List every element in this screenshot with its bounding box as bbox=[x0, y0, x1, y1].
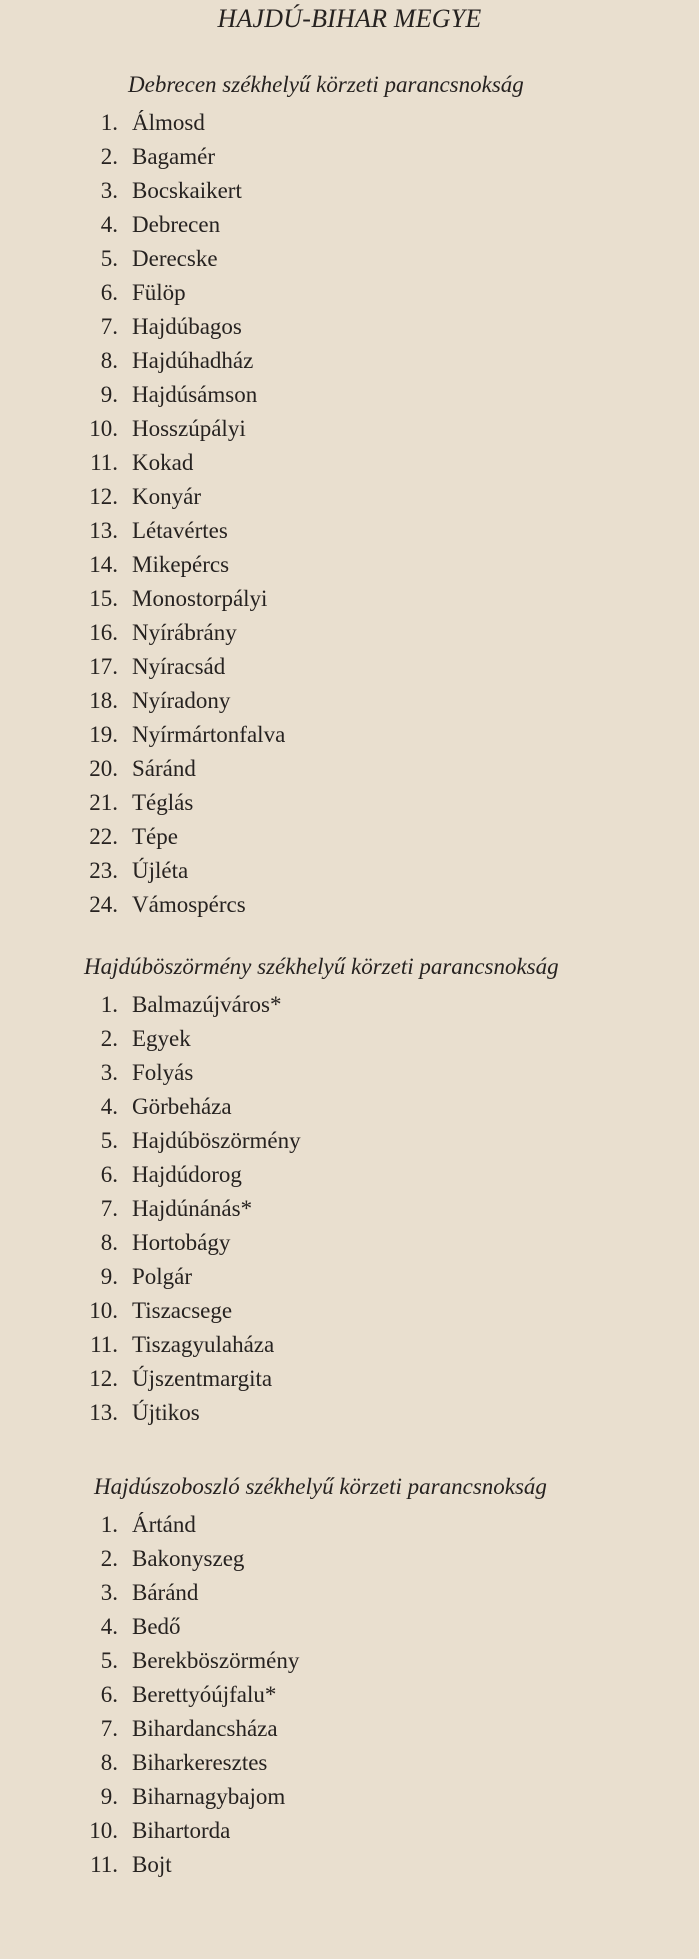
settlement-name: Hajdúdorog bbox=[132, 1162, 242, 1187]
list-item bbox=[0, 1780, 699, 1814]
item-number: 11. bbox=[90, 1332, 118, 1357]
item-number: 5. bbox=[100, 1648, 118, 1673]
list-item bbox=[0, 1226, 699, 1260]
item-number: 11. bbox=[90, 1852, 118, 1877]
settlement-name: Bakonyszeg bbox=[132, 1546, 245, 1571]
item-number: 13. bbox=[89, 1400, 118, 1425]
settlement-name: Báránd bbox=[132, 1580, 199, 1605]
settlement-name: Hajdúhadház bbox=[132, 348, 254, 373]
list-item bbox=[0, 1814, 699, 1848]
settlement-name: Hajdúnánás* bbox=[132, 1196, 253, 1221]
settlement-name: Monostorpályi bbox=[132, 586, 268, 611]
settlement-name: Téglás bbox=[132, 790, 194, 815]
settlement-name: Nyírábrány bbox=[132, 620, 237, 645]
item-number: 5. bbox=[100, 1128, 118, 1153]
settlement-name: Bihardancsháza bbox=[132, 1716, 278, 1741]
list-item bbox=[0, 1678, 699, 1712]
item-number: 9. bbox=[100, 382, 118, 407]
section-heading: Hajdúböszörmény székhelyű körzeti parancsnokság bbox=[84, 954, 559, 979]
list-item bbox=[0, 514, 699, 548]
settlement-name: Tiszagyulaháza bbox=[132, 1332, 275, 1357]
settlement-name: Újszentmargita bbox=[132, 1366, 273, 1391]
list-item bbox=[0, 1712, 699, 1746]
settlement-name: Derecske bbox=[132, 246, 218, 271]
list-item bbox=[0, 174, 699, 208]
item-number: 9. bbox=[100, 1784, 118, 1809]
list-item bbox=[0, 988, 699, 1022]
item-number: 3. bbox=[100, 1580, 118, 1605]
list-item bbox=[0, 378, 699, 412]
settlement-name: Hortobágy bbox=[132, 1230, 231, 1255]
item-number: 8. bbox=[100, 1750, 118, 1775]
list-item bbox=[0, 1362, 699, 1396]
settlement-list bbox=[0, 1508, 699, 1882]
list-item bbox=[0, 1610, 699, 1644]
settlement-name: Mikepércs bbox=[132, 552, 230, 577]
settlement-name: Újtikos bbox=[132, 1400, 200, 1425]
settlement-name: Biharnagybajom bbox=[132, 1784, 286, 1809]
list-item bbox=[0, 242, 699, 276]
item-number: 17. bbox=[89, 654, 118, 679]
list-item bbox=[0, 786, 699, 820]
settlement-name: Bihartorda bbox=[132, 1818, 231, 1843]
item-number: 1. bbox=[100, 110, 118, 135]
item-number: 23. bbox=[89, 858, 118, 883]
list-item bbox=[0, 820, 699, 854]
settlement-name: Berettyóújfalu* bbox=[132, 1682, 277, 1707]
settlement-name: Ártánd bbox=[132, 1512, 196, 1537]
list-item bbox=[0, 616, 699, 650]
settlement-name: Berekböszörmény bbox=[132, 1648, 300, 1673]
list-item bbox=[0, 684, 699, 718]
settlement-name: Hajdúbagos bbox=[132, 314, 242, 339]
settlement-name: Kokad bbox=[132, 450, 194, 475]
settlement-name: Tiszacsege bbox=[132, 1298, 233, 1323]
list-item bbox=[0, 1124, 699, 1158]
section-heading: Debrecen székhelyű körzeti parancsnokság bbox=[128, 72, 524, 97]
list-item bbox=[0, 446, 699, 480]
list-item bbox=[0, 718, 699, 752]
list-item bbox=[0, 310, 699, 344]
settlement-name: Bojt bbox=[132, 1852, 172, 1877]
list-item bbox=[0, 1192, 699, 1226]
settlement-name: Folyás bbox=[132, 1060, 194, 1085]
item-number: 20. bbox=[89, 756, 118, 781]
item-number: 4. bbox=[100, 1614, 118, 1639]
item-number: 12. bbox=[89, 1366, 118, 1391]
settlement-name: Vámospércs bbox=[132, 892, 246, 917]
list-item bbox=[0, 480, 699, 514]
settlement-name: Balmazújváros* bbox=[132, 992, 282, 1017]
settlement-name: Hajdúböszörmény bbox=[132, 1128, 301, 1153]
item-number: 18. bbox=[89, 688, 118, 713]
settlement-name: Bedő bbox=[132, 1614, 181, 1639]
settlement-name: Bagamér bbox=[132, 144, 216, 169]
list-item bbox=[0, 854, 699, 888]
settlement-name: Hajdúsámson bbox=[132, 382, 258, 407]
item-number: 8. bbox=[100, 1230, 118, 1255]
item-number: 2. bbox=[100, 1546, 118, 1571]
item-number: 12. bbox=[89, 484, 118, 509]
list-item bbox=[0, 412, 699, 446]
settlement-name: Nyíracsád bbox=[132, 654, 226, 679]
settlement-list bbox=[0, 106, 699, 922]
settlement-name: Konyár bbox=[132, 484, 201, 509]
list-item bbox=[0, 1158, 699, 1192]
item-number: 7. bbox=[100, 1716, 118, 1741]
item-number: 6. bbox=[100, 1162, 118, 1187]
item-number: 10. bbox=[89, 416, 118, 441]
item-number: 9. bbox=[100, 1264, 118, 1289]
settlement-name: Sáránd bbox=[132, 756, 196, 781]
item-number: 1. bbox=[100, 992, 118, 1017]
item-number: 10. bbox=[89, 1818, 118, 1843]
list-item bbox=[0, 1260, 699, 1294]
settlement-name: Nyíradony bbox=[132, 688, 231, 713]
item-number: 7. bbox=[100, 314, 118, 339]
list-item bbox=[0, 276, 699, 310]
item-number: 21. bbox=[89, 790, 118, 815]
list-item bbox=[0, 1090, 699, 1124]
list-item bbox=[0, 140, 699, 174]
settlement-name: Nyírmártonfalva bbox=[132, 722, 286, 747]
list-item bbox=[0, 1022, 699, 1056]
list-item bbox=[0, 1294, 699, 1328]
item-number: 8. bbox=[100, 348, 118, 373]
item-number: 22. bbox=[89, 824, 118, 849]
item-number: 14. bbox=[89, 552, 118, 577]
list-item bbox=[0, 1396, 699, 1430]
settlement-name: Polgár bbox=[132, 1264, 193, 1289]
item-number: 7. bbox=[100, 1196, 118, 1221]
item-number: 5. bbox=[100, 246, 118, 271]
item-number: 16. bbox=[89, 620, 118, 645]
item-number: 11. bbox=[90, 450, 118, 475]
item-number: 3. bbox=[100, 1060, 118, 1085]
list-item bbox=[0, 344, 699, 378]
list-item bbox=[0, 208, 699, 242]
settlement-name: Fülöp bbox=[132, 280, 186, 305]
item-number: 2. bbox=[100, 144, 118, 169]
item-number: 2. bbox=[100, 1026, 118, 1051]
list-item bbox=[0, 582, 699, 616]
item-number: 6. bbox=[100, 280, 118, 305]
list-item bbox=[0, 1644, 699, 1678]
section-heading: Hajdúszoboszló székhelyű körzeti parancsnokság bbox=[94, 1474, 547, 1499]
settlement-name: Görbeháza bbox=[132, 1094, 232, 1119]
settlement-name: Egyek bbox=[132, 1026, 191, 1051]
settlement-list bbox=[0, 988, 699, 1430]
list-item bbox=[0, 1056, 699, 1090]
list-item bbox=[0, 752, 699, 786]
item-number: 13. bbox=[89, 518, 118, 543]
item-number: 1. bbox=[100, 1512, 118, 1537]
settlement-name: Álmosd bbox=[132, 110, 205, 135]
item-number: 4. bbox=[100, 1094, 118, 1119]
item-number: 6. bbox=[100, 1682, 118, 1707]
list-item bbox=[0, 1848, 699, 1882]
list-item bbox=[0, 106, 699, 140]
list-item bbox=[0, 1328, 699, 1362]
settlement-name: Bocskaikert bbox=[132, 178, 242, 203]
settlement-name: Hosszúpályi bbox=[132, 416, 246, 441]
item-number: 24. bbox=[89, 892, 118, 917]
list-item bbox=[0, 548, 699, 582]
list-item bbox=[0, 1746, 699, 1780]
settlement-name: Debrecen bbox=[132, 212, 221, 237]
list-item bbox=[0, 888, 699, 922]
list-item bbox=[0, 1542, 699, 1576]
item-number: 15. bbox=[89, 586, 118, 611]
item-number: 4. bbox=[100, 212, 118, 237]
page-title: HAJDÚ-BIHAR MEGYE bbox=[217, 4, 482, 33]
list-item bbox=[0, 650, 699, 684]
settlement-name: Újléta bbox=[132, 858, 189, 883]
item-number: 19. bbox=[89, 722, 118, 747]
item-number: 10. bbox=[89, 1298, 118, 1323]
list-item bbox=[0, 1576, 699, 1610]
settlement-name: Létavértes bbox=[132, 518, 228, 543]
settlement-name: Biharkeresztes bbox=[132, 1750, 268, 1775]
list-item bbox=[0, 1508, 699, 1542]
item-number: 3. bbox=[100, 178, 118, 203]
settlement-name: Tépe bbox=[132, 824, 178, 849]
